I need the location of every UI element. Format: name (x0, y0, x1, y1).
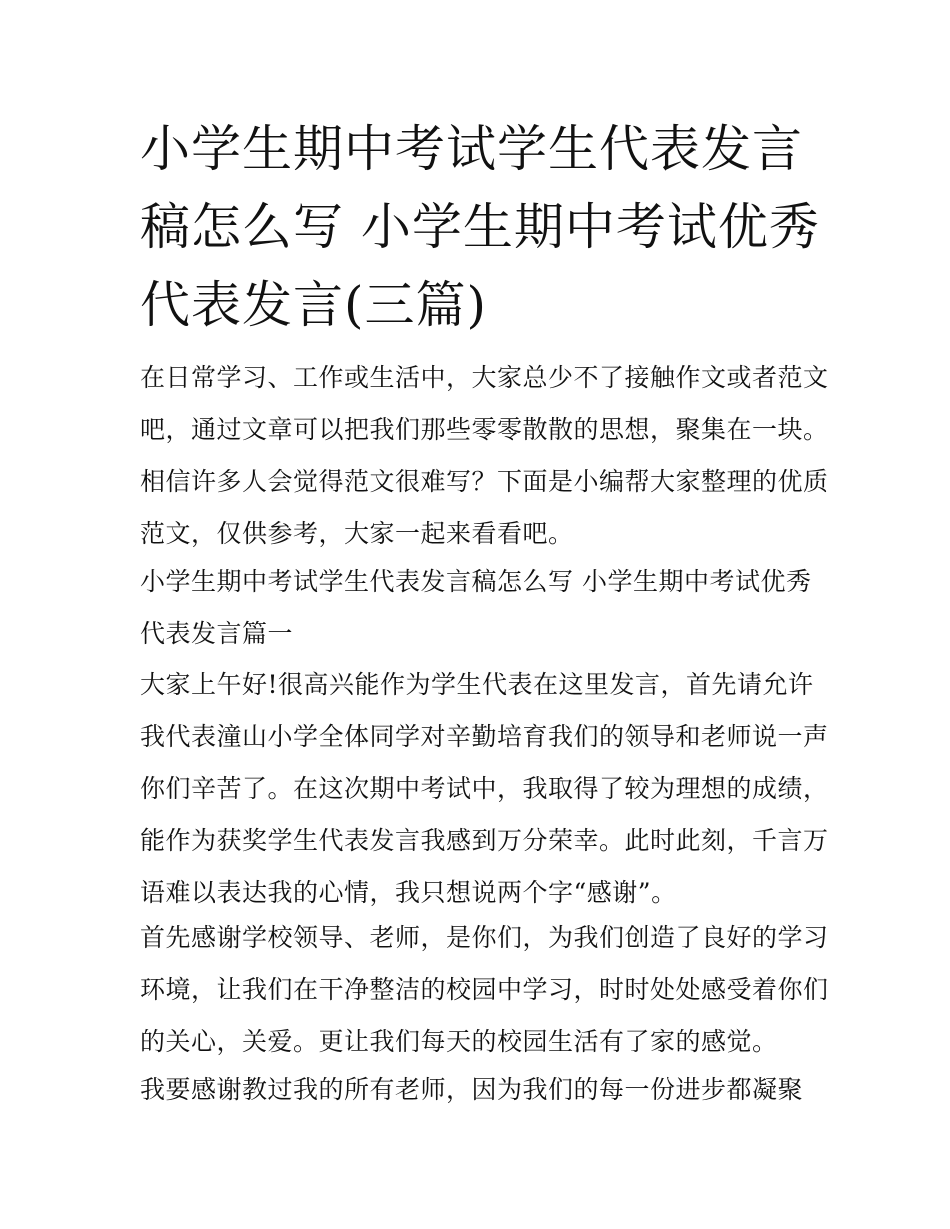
text-line: 语难以表达我的心情，我只想说两个字“感谢”。 (140, 878, 677, 907)
text-line: 小学生期中考试学生代表发言稿怎么写 小学生期中考试优秀 (140, 567, 812, 596)
text-line: 能作为获奖学生代表发言我感到万分荣幸。此时此刻，千言万 (140, 826, 829, 855)
title-line: 稿怎么写 小学生期中考试优秀 (140, 198, 820, 256)
text-line: 我代表潼山小学全体同学对辛勤培育我们的领导和老师说一声 (140, 722, 829, 751)
section-heading (140, 556, 830, 660)
intro-paragraph (140, 352, 830, 560)
text-line: 你们辛苦了。在这次期中考试中，我取得了较为理想的成绩， (140, 774, 829, 803)
text-line: 范文，仅供参考，大家一起来看看吧。 (140, 519, 574, 548)
body-paragraph-greeting (140, 659, 830, 919)
title-line: 小学生期中考试学生代表发言 (140, 120, 803, 178)
title-line: 代表发言(三篇) (140, 276, 488, 334)
body-paragraph-thanks-school (140, 912, 830, 1068)
text-line: 在日常学习、工作或生活中，大家总少不了接触作文或者范文 (140, 363, 829, 392)
text-line: 我要感谢教过我的所有老师，因为我们的每一份进步都凝聚 (140, 1075, 804, 1104)
text-line: 吧，通过文章可以把我们那些零零散散的思想，聚集在一块。 (140, 415, 829, 444)
text-line: 首先感谢学校领导、老师，是你们，为我们创造了良好的学习 (140, 923, 829, 952)
text-line: 环境，让我们在干净整洁的校园中学习，时时处处感受着你们 (140, 975, 829, 1004)
text-line: 代表发言篇一 (140, 619, 294, 648)
text-line: 相信许多人会觉得范文很难写？下面是小编帮大家整理的优质 (140, 467, 829, 496)
text-line: 的关心，关爱。更让我们每天的校园生活有了家的感觉。 (140, 1027, 778, 1056)
document-title (140, 110, 840, 344)
text-line: 大家上午好!很高兴能作为学生代表在这里发言，首先请允许 (140, 670, 814, 699)
body-paragraph-thanks-teachers (140, 1064, 830, 1116)
